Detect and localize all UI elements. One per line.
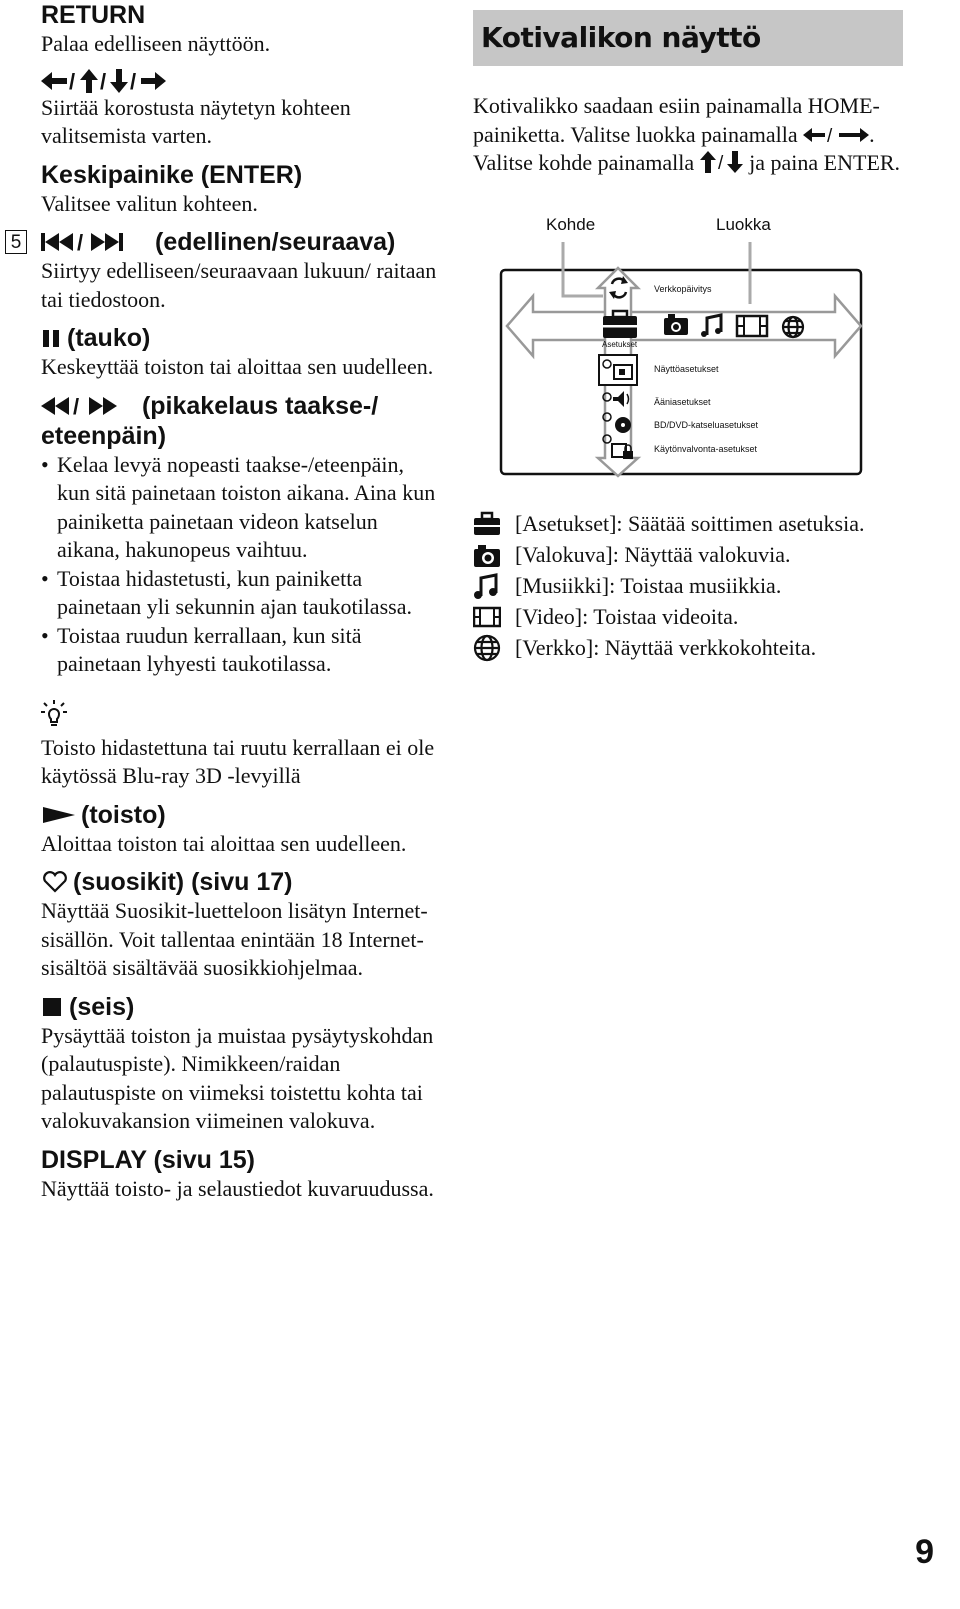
label-item: Kohde (546, 215, 596, 234)
arrows-desc: Siirtää korostusta näytetyn kohteen valitsemista varten. (41, 94, 351, 148)
list-item: • Toistaa ruudun kerrallaan, kun sitä painetaan lyhyesti taukotilassa. (41, 622, 441, 679)
stop-icon (41, 995, 65, 1019)
play-block (41, 800, 441, 859)
return-block (41, 0, 441, 59)
intro-text-3: ja paina ENTER. (749, 150, 901, 175)
legend-row-photo (473, 539, 913, 570)
fast-heading (41, 391, 441, 451)
left-column (10, 0, 441, 1212)
favorites-desc: Näyttää Suosikit-luetteloon lisätyn Internet-sisällön. Voit tallentaa enintään 18 Internet-sisältöä sisältävää suosikkiohjelmaa. (41, 898, 428, 980)
left-right-arrows-icon (803, 125, 869, 145)
up-down-arrows-icon (700, 151, 744, 173)
arrow-keys-icon (41, 68, 171, 94)
fast-bullets (41, 451, 441, 679)
fast-block (41, 391, 441, 679)
favorites-heading (41, 867, 441, 897)
prev-next-icon (41, 230, 151, 254)
list-item: Käytönvalvonta-asetukset (654, 444, 758, 454)
intro-text-2: . Valitse kohde painamalla (473, 121, 875, 175)
display-block (41, 1145, 441, 1204)
enter-desc: Valitsee valitun kohteen. (41, 190, 258, 216)
enter-block (41, 160, 441, 219)
stop-block (41, 992, 441, 1136)
home-menu-illustration (473, 208, 873, 478)
prevnext-title: (edellinen/seuraava) (155, 228, 396, 256)
legend-row-network (473, 632, 913, 663)
play-icon (41, 803, 77, 827)
return-title: RETURN (41, 1, 146, 29)
favorites-title: (suosikit) (sivu 17) (73, 868, 293, 896)
rewind-forward-icon (41, 394, 135, 418)
legend-text: [Musiikki]: Toistaa musiikkia. (515, 572, 782, 598)
legend-row-music (473, 570, 913, 601)
list-item: • Kelaa levyä nopeasti taakse-/eteenpäin, kun sitä painetaan toiston aikana. Aina kun painiketta painetaan videon katselun aikana, hakunopeus vaihtuu. (41, 451, 441, 565)
heart-icon (41, 870, 69, 894)
stop-title: (seis) (69, 992, 135, 1021)
display-desc: Näyttää toisto- ja selaustiedot kuvaruudussa. (41, 1175, 434, 1201)
home-menu-diagram (473, 208, 873, 483)
stop-desc: Pysäyttää toiston ja muistaa pysäytyskohdan (palautuspiste). Nimikkeen/raidan palautuspiste on viimeksi toistettu kohta tai valokuvakansion viimeinen valokuva. (41, 1022, 434, 1133)
prevnext-desc: Siirtyy edelliseen/seuraavaan lukuun/ raitaan tai tiedostoon. (41, 258, 437, 312)
prevnext-block (10, 227, 441, 314)
globe-icon (783, 317, 803, 337)
prevnext-heading (41, 227, 441, 257)
svg-text:/: / (717, 153, 723, 173)
toolbox-icon (473, 510, 501, 538)
tip-block (41, 699, 441, 791)
item-number-badge: 5 (5, 230, 27, 254)
svg-text:/: / (130, 68, 137, 94)
intro-paragraph (473, 92, 913, 178)
pause-heading (41, 323, 441, 353)
intro-text-1: Kotivalikko saadaan esiin painamalla HOME-painiketta. Valitse luokka painamalla (473, 93, 880, 147)
legend-text: [Asetukset]: Säätää soittimen asetuksia. (515, 510, 865, 536)
play-desc: Aloittaa toiston tai aloittaa sen uudelleen. (41, 830, 407, 856)
pause-icon (41, 326, 63, 350)
play-heading (41, 800, 441, 830)
globe-icon (473, 634, 501, 662)
svg-text:/: / (100, 68, 107, 94)
favorites-block (41, 867, 441, 983)
camera-icon (473, 541, 501, 569)
fast-title: (pikakelaus taakse-/ eteenpäin) (41, 391, 379, 450)
svg-text:/: / (827, 125, 833, 145)
svg-text:/: / (73, 393, 80, 418)
legend-text: [Video]: Toistaa videoita. (515, 603, 739, 629)
pause-block (41, 323, 441, 382)
label-category: Luokka (716, 215, 771, 234)
right-column (473, 10, 913, 175)
list-item: Ääniasetukset (654, 397, 711, 407)
pause-desc: Keskeyttää toiston tai aloittaa sen uudelleen. (41, 354, 434, 379)
lightbulb-tip-icon (41, 699, 67, 729)
network-update-label: Verkkopäivitys (654, 284, 712, 294)
display-title: DISPLAY (sivu 15) (41, 1145, 255, 1174)
legend-text: [Valokuva]: Näyttää valokuvia. (515, 541, 791, 567)
legend-row-video (473, 601, 913, 632)
play-title: (toisto) (81, 800, 166, 829)
svg-text:/: / (77, 230, 84, 254)
svg-text:/: / (69, 68, 76, 94)
category-legend (473, 508, 913, 663)
legend-text: [Verkko]: Näyttää verkkokohteita. (515, 634, 817, 660)
tip-text: Toisto hidastettuna tai ruutu kerrallaan ei ole käytössä Blu-ray 3D -levyillä (41, 734, 435, 788)
section-title: Kotivalikon näyttö (473, 10, 903, 66)
film-icon (473, 603, 501, 631)
category-settings-label: Asetukset (602, 340, 638, 349)
return-desc: Palaa edelliseen näyttöön. (41, 31, 271, 56)
pause-title: (tauko) (67, 324, 151, 352)
legend-row-settings (473, 508, 913, 539)
music-note-icon (473, 572, 501, 600)
list-item: BD/DVD-katseluasetukset (654, 420, 759, 430)
list-item: Näyttöasetukset (654, 364, 719, 374)
stop-heading (41, 992, 441, 1022)
arrow-buttons-heading (41, 68, 441, 94)
arrows-block (41, 68, 441, 151)
enter-title: Keskipainike (ENTER) (41, 160, 303, 189)
list-item: • Toistaa hidastetusti, kun painiketta painetaan yli sekunnin ajan taukotilassa. (41, 565, 441, 622)
page-number: 9 (915, 1533, 934, 1571)
